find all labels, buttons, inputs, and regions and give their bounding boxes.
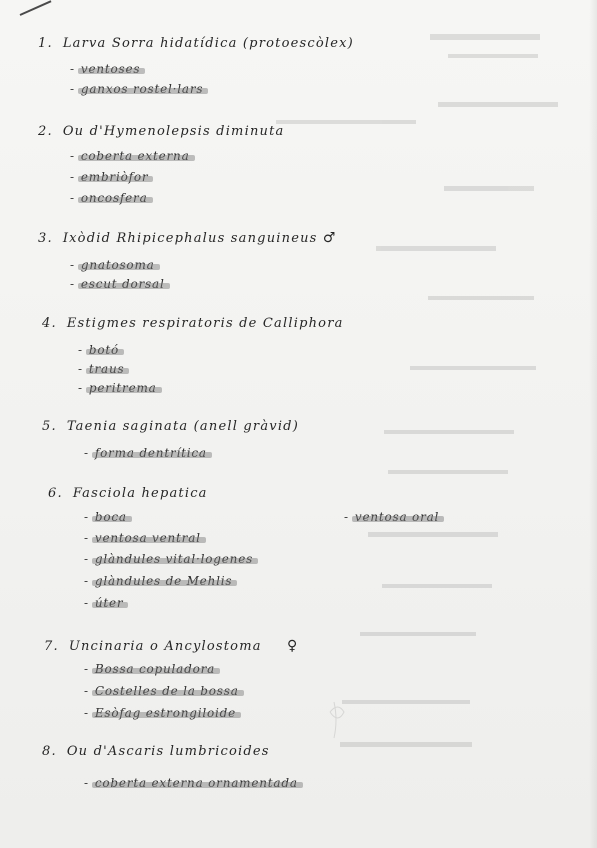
item-2-title: 2. Ou d'Hymenolepsis diminuta (38, 124, 285, 139)
item-6-title: 6. Fasciola hepatica (48, 486, 208, 501)
item-6-right-bullet: - ventosa oral (344, 510, 440, 524)
item-7-bullet-2: - Costelles de la bossa (84, 684, 239, 698)
item-4-title: 4. Estigmes respiratoris de Calliphora (42, 316, 344, 331)
item-4-bullet-1: - botó (78, 343, 120, 357)
item-7-bullet-1: - Bossa copuladora (84, 662, 216, 676)
item-6-bullet-4: - glàndules de Mehlis (84, 574, 233, 588)
male-symbol: ♂ (322, 230, 337, 246)
item-7-bullet-3: - Esòfag estrongiloide (84, 706, 237, 720)
item-4-bullet-2: - traus (78, 362, 125, 376)
item-4-bullet-3: - peritrema (78, 381, 157, 395)
item-2-bullet-1: - coberta externa (70, 149, 190, 163)
item-8-title: 8. Ou d'Ascaris lumbricoides (42, 744, 270, 759)
item-3-bullet-2: - escut dorsal (70, 277, 165, 291)
item-7-title: 7. Uncinaria o Ancylostoma ♀ (44, 638, 299, 654)
item-6-bullet-1: - boca (84, 510, 127, 524)
item-6-bullet-5: - úter (84, 596, 124, 610)
item-3-bullet-1: - gnatosoma (70, 258, 155, 272)
item-1-bullet-2: - ganxos rostel·lars (70, 82, 204, 96)
item-3-title: 3. Ixòdid Rhipicephalus sanguineus ♂ (38, 230, 337, 246)
item-1-bullet-1: - ventoses (70, 62, 141, 76)
item-6-bullet-2: - ventosa ventral (84, 531, 201, 545)
item-5-title: 5. Taenia saginata (anell gràvid) (42, 419, 299, 434)
item-8-bullet-1: - coberta externa ornamentada (84, 776, 298, 790)
item-6-bullet-3: - glàndules vital·logenes (84, 552, 254, 566)
item-5-bullet-1: - forma dentrítica (84, 446, 207, 460)
item-1-title: 1. Larva Sorra hidatídica (protoescòlex) (38, 36, 354, 51)
item-2-bullet-2: - embriòfor (70, 170, 149, 184)
female-symbol: ♀ (287, 638, 299, 654)
item-2-bullet-3: - oncosfera (70, 191, 148, 205)
